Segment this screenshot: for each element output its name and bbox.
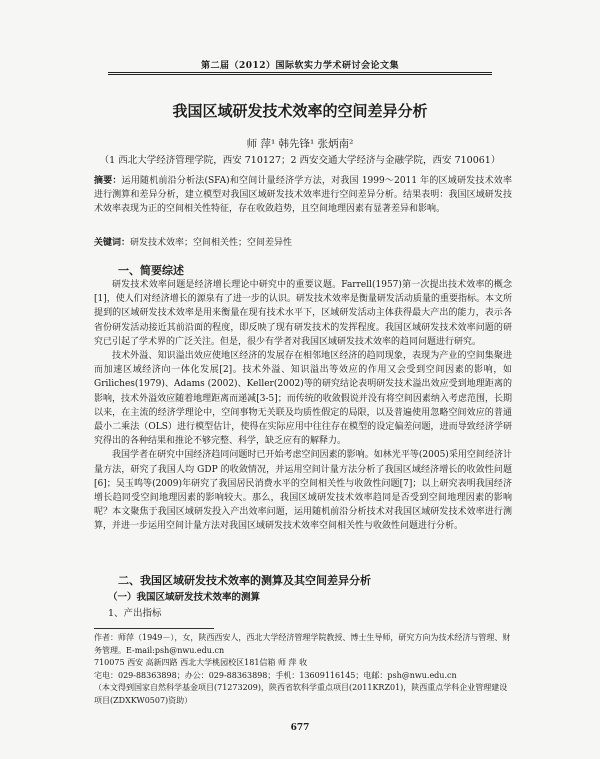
running-head: 第二届（2012）国际软实力学术研讨会论文集 <box>200 61 400 71</box>
footnote: 710075 西安 高新四路 西北大学桃园校区181信箱 师 萍 收 <box>94 658 308 667</box>
keywords-label: 关键词： <box>94 238 131 248</box>
page-number: 677 <box>290 723 310 733</box>
abstract <box>94 174 512 216</box>
footnote: 宅电：029-88363898；办公：029-88363898；手机：13609116145；电邮：psh@nwu.edu.cn <box>94 670 457 680</box>
footnotes <box>94 632 512 707</box>
abstract-label: 摘要： <box>94 176 122 186</box>
footnote-rule <box>94 628 214 629</box>
footnote: （本文得到国家自然科学基金项目(71273209)，陕西省软科学重点项目(2011KRZ01)，陕西重点学科企业管理建设项目(ZDXKW0507)资助） <box>94 683 508 705</box>
section-1-body <box>94 278 512 534</box>
section-heading-1: 一、简要综述 <box>118 264 184 277</box>
authors: 师 萍¹ 韩先锋¹ 张炳南² <box>246 138 354 150</box>
paragraph: 研发技术效率问题是经济增长理论中研究中的重要议题。Farrell(1957)第一次提出技术效率的概念[1]，使人们对经济增长的源泉有了进一步的认识。研发技术效率是衡量研发活动质量的重要指标。本文所提到的区域研发技术效率是用来衡量在现有技术水平下，区域研发活动主体获得最大产出的能力，表示各省份研发活动接近其前沿面的程度，即反映了现有研发技术的发挥程度。我国区域研发技术效率问题的研究已引起了学术界的广泛关注。但是，很少有学者对我国区域研发技术效率的趋同问题进行研究。 <box>94 280 512 347</box>
section-heading-2: 二、我国区域研发技术效率的测算及其空间差异分析 <box>118 574 371 587</box>
header-rule <box>108 72 492 73</box>
keywords-text: 研发技术效率；空间相关性；空间差异性 <box>130 238 293 248</box>
header-rule-double <box>108 74 492 75</box>
subsubsection-heading: 1、产出指标 <box>108 608 162 619</box>
abstract-text: 运用随机前沿分析法(SFA)和空间计量经济学方法，对我国 1999～2011 年的区域研发技术效率进行测算和差异分析，建立模型对我国区域研发技术效率进行空间差异分析。结果表明：我国区域研发技术效率表现为正的空间相关性特征，存在收敛趋势，且空间地理因素有显著差异和影响。 <box>94 176 512 214</box>
subsection-heading: （一）我国区域研发技术效率的测算 <box>108 592 261 603</box>
keywords <box>94 236 512 250</box>
footnote: 作者：师萍（1949－），女，陕西西安人，西北大学经济管理学院教授、博士生导师，研究方向为技术经济与管理、财务管理。E-mail:psh@nwu.edu.cn <box>94 633 511 655</box>
affiliation: （1 西北大学经济管理学院，西安 710127；2 西安交通大学经济与金融学院，西安 710061） <box>99 155 501 166</box>
paragraph: 我国学者在研究中国经济趋同问题时已开始考虑空间因素的影响。如林光平等(2005)采用空间经济计量方法，研究了我国人均 GDP 的收敛情况，并运用空间计量方法分析了我国区域经济增长的收敛性问题[6]；吴玉鸣等(2009)年研究了我国居民消费水平的空间相关性与收敛性问题[7]；以上研究表明我国经济增长趋同受空间地理因素的影响较大。那么，我国区域研发技术效率趋同是否受到空间地理因素的影响呢？本文聚焦于我国区域研发投入产出效率问题，运用随机前沿分析技术对我国区域研发技术效率进行测算，并进一步运用空间计量方法对我国区域研发技术效率空间相关性与收敛性问题进行分析。 <box>94 450 512 532</box>
paper-title: 我国区域研发技术效率的空间差异分析 <box>172 102 428 120</box>
paragraph: 技术外溢、知识溢出效应使地区经济的发展存在相邻地区经济的趋同现象，表现为产业的空间集聚进而加速区域经济向一体化发展[2]。技术外溢、知识溢出等效应的作用又会受到空间因素的影响，如 Griliches(1979)、Adams (2002)、Keller(2002)等的研究结论表明研发技术溢出效应受到地理距离的影响，技术外溢效应随着地理距离而递减[3-5]；而传统的收敛假说并没有将空间因素纳入考虑范围，长期以来，在主流的经济学理论中，空间事物无关联及均质性假定的局限，以及普遍使用忽略空间效应的普通最小二乘法（OLS）进行模型估计，使得在实际应用中往往存在模型的设定偏差问题，进而导致经济学研究得出的各种结果和推论不够完整、科学，缺乏应有的解释力。 <box>94 351 512 447</box>
